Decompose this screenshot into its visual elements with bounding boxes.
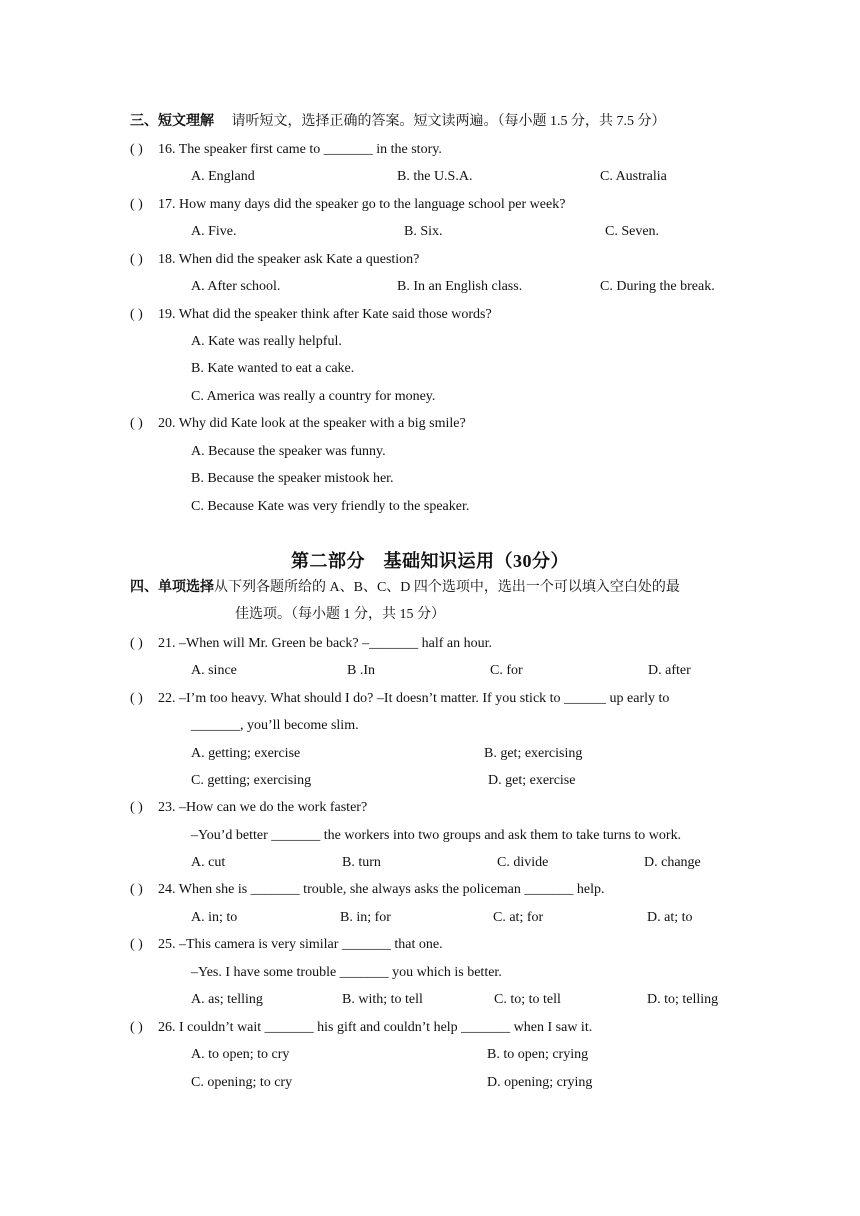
option-a: A. cut [191,855,226,870]
option-b: B. turn [342,855,381,870]
option-c: C. at; for [493,910,544,925]
answer-blank[interactable]: ( ) [130,416,143,431]
option-b: B. get; exercising [484,746,583,761]
option-a: A. Kate was really helpful. [191,334,342,349]
question-text: 21. –When will Mr. Green be back? –_______ half an hour. [158,636,492,651]
section3-header [130,113,666,131]
option-a: A. Five. [191,224,237,239]
option-b: B. in; for [340,910,391,925]
option-c: C. During the break. [600,279,715,294]
option-c: C. to; to tell [494,992,561,1007]
option-a: A. as; telling [191,992,263,1007]
option-c: C. Seven. [605,224,660,239]
question-text: 22. –I’m too heavy. What should I do? –It doesn’t matter. If you stick to ______ up early to [158,691,670,706]
answer-blank[interactable]: ( ) [130,937,143,952]
question-text: 25. –This camera is very similar _______ that one. [158,937,443,952]
option-c: C. for [490,663,523,678]
option-b: B. In an English class. [397,279,523,294]
option-b: B. to open; crying [487,1047,589,1062]
question-text: 24. When she is _______ trouble, she always asks the policeman _______ help. [158,882,605,897]
section3-instruction: 请听短文，选择正确的答案。短文读两遍。（每小题 1.5 分，共 7.5 分） [231,114,666,129]
option-a: A. getting; exercise [191,746,301,761]
option-b: B. the U.S.A. [397,169,473,184]
section4-heading: 四、单项选择 [130,580,214,595]
answer-blank[interactable]: ( ) [130,252,143,267]
option-b: B. Kate wanted to eat a cake. [191,361,355,376]
option-c: C. opening; to cry [191,1075,293,1090]
option-b: B .In [347,663,375,678]
option-c: C. Australia [600,169,667,184]
option-c: C. divide [497,855,549,870]
option-d: D. opening; crying [487,1075,593,1090]
section4-instruction: 从下列各题所给的 A、B、C、D 四个选项中，选出一个可以填入空白处的最 [214,580,680,595]
question-text: 23. –How can we do the work faster? [158,800,368,815]
answer-blank[interactable]: ( ) [130,142,143,157]
option-c: C. America was really a country for money. [191,389,436,404]
answer-blank[interactable]: ( ) [130,1020,143,1035]
option-c: C. Because Kate was very friendly to the speaker. [191,499,470,514]
option-a: A. England [191,169,255,184]
option-a: A. After school. [191,279,281,294]
question-text-cont: –You’d better _______ the workers into two groups and ask them to take turns to work. [191,828,682,843]
option-d: D. get; exercise [488,773,576,788]
option-a: A. Because the speaker was funny. [191,444,386,459]
option-a: A. in; to [191,910,238,925]
section3-heading: 三、短文理解 [130,114,214,129]
answer-blank[interactable]: ( ) [130,882,143,897]
option-b: B. Six. [404,224,443,239]
answer-blank[interactable]: ( ) [130,197,143,212]
section4-instruction-cont: 佳选项。（每小题 1 分，共 15 分） [235,607,445,622]
answer-blank[interactable]: ( ) [130,800,143,815]
part2-title: 第二部分 基础知识运用（30分） [291,551,569,571]
option-d: D. change [644,855,701,870]
question-text: 19. What did the speaker think after Kate said those words? [158,307,492,322]
answer-blank[interactable]: ( ) [130,691,143,706]
option-d: D. at; to [647,910,693,925]
answer-blank[interactable]: ( ) [130,307,143,322]
option-b: B. with; to tell [342,992,423,1007]
question-text: 26. I couldn’t wait _______ his gift and couldn’t help _______ when I saw it. [158,1020,593,1035]
option-a: A. to open; to cry [191,1047,290,1062]
section4-header [130,579,680,597]
option-b: B. Because the speaker mistook her. [191,471,394,486]
question-text: 16. The speaker first came to _______ in the story. [158,142,442,157]
question-text: 20. Why did Kate look at the speaker with a big smile? [158,416,466,431]
option-a: A. since [191,663,237,678]
question-text-cont: _______, you’ll become slim. [191,718,359,733]
option-d: D. after [648,663,691,678]
option-c: C. getting; exercising [191,773,312,788]
option-d: D. to; telling [647,992,719,1007]
question-text: 18. When did the speaker ask Kate a question? [158,252,420,267]
question-text-cont: –Yes. I have some trouble _______ you which is better. [191,965,502,980]
question-text: 17. How many days did the speaker go to the language school per week? [158,197,566,212]
answer-blank[interactable]: ( ) [130,636,143,651]
